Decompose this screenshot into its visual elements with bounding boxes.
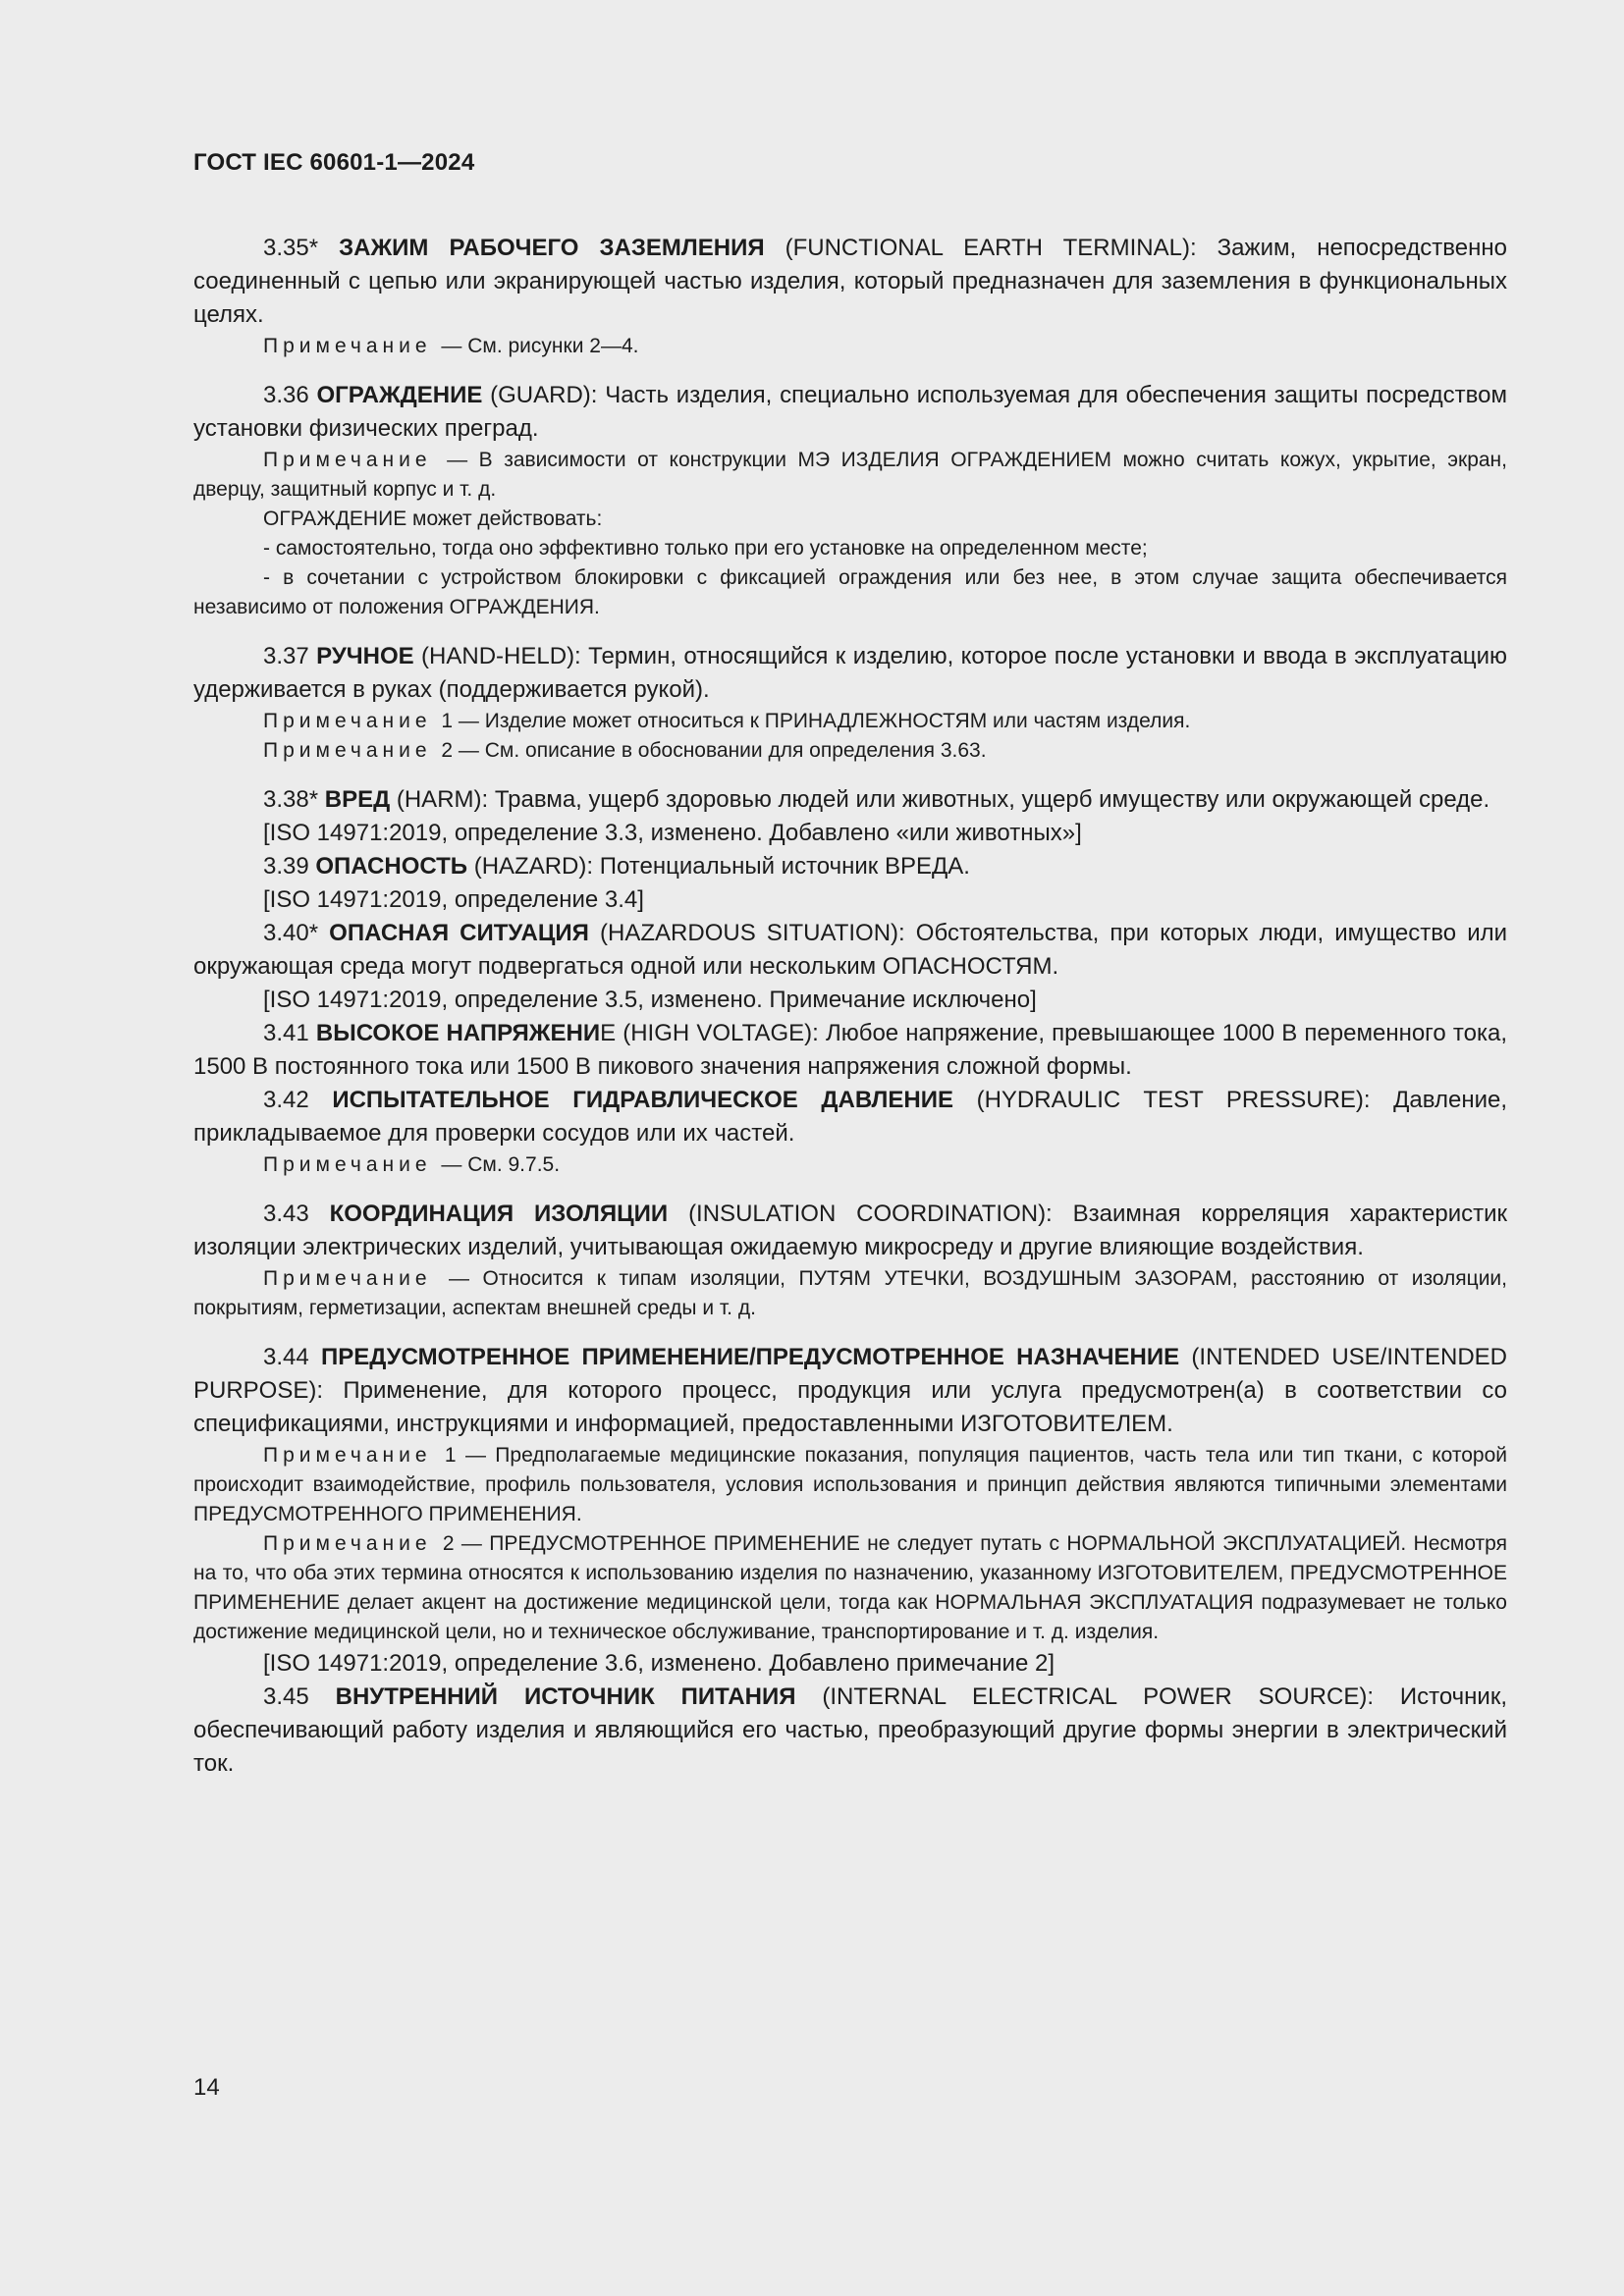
- note: [193, 707, 1507, 736]
- term: ОГРАЖДЕНИЕ: [316, 382, 483, 408]
- note: [193, 446, 1507, 505]
- definition-3-35: [193, 232, 1507, 332]
- note-label: Примечание: [263, 449, 432, 471]
- definition-3-37: [193, 640, 1507, 707]
- term: КООРДИНАЦИЯ ИЗОЛЯЦИИ: [329, 1201, 669, 1227]
- definition-text: (INSULATION COORDINATION): Взаимная корреляция характеристик изоляции электрических изделий, учитывающая ожидаемую микросреду и другие влияющие воздействия.: [193, 1201, 1508, 1260]
- clause-number: 3.41: [263, 1020, 309, 1046]
- note: [193, 1150, 1507, 1180]
- definition-text: (GUARD): Часть изделия, специально используемая для обеспечения защиты посредством установки физических преград.: [193, 382, 1508, 442]
- note-list-item: - самостоятельно, тогда оно эффективно только при его установке на определенном месте;: [263, 537, 1148, 560]
- definition-3-36: [193, 379, 1507, 446]
- term: ИСПЫТАТЕЛЬНОЕ ГИДРАВЛИЧЕСКОЕ ДАВЛЕНИЕ: [332, 1087, 953, 1113]
- note-text: 1 — Изделие может относиться к ПРИНАДЛЕЖНОСТЯМ или частям изделия.: [435, 710, 1191, 732]
- note-label: Примечание: [263, 1532, 432, 1555]
- definition-3-41: [193, 1017, 1507, 1084]
- clause-number: 3.42: [263, 1087, 309, 1113]
- term: ЗАЖИМ РАБОЧЕГО ЗАЗЕМЛЕНИЯ: [339, 235, 765, 261]
- source-reference: [ISO 14971:2019, определение 3.6, изменено. Добавлено примечание 2]: [263, 1650, 1055, 1677]
- source-reference: [ISO 14971:2019, определение 3.5, изменено. Примечание исключено]: [263, 987, 1037, 1013]
- clause-number: 3.44: [263, 1344, 309, 1370]
- term: ОПАСНОСТЬ: [315, 853, 468, 880]
- note-continuation: ОГРАЖДЕНИЕ может действовать:: [263, 507, 603, 530]
- definition-text: (INTENDED USE/INTENDED PURPOSE): Применение, для которого процесс, продукция или услуга предусмотрен(а) в соответствии со спецификациями, инструкциями и информацией, предоставленными ИЗГОТОВИТЕЛЕМ.: [193, 1344, 1508, 1437]
- definition-3-39: [193, 850, 1507, 883]
- note: [193, 1529, 1507, 1647]
- source-reference: [ISO 14971:2019, определение 3.3, изменено. Добавлено «или животных»]: [263, 820, 1082, 846]
- definition-3-42: [193, 1084, 1507, 1150]
- definition-text: (INTERNAL ELECTRICAL POWER SOURCE): Источник, обеспечивающий работу изделия и являющийся его частью, преобразующий другие формы энергии в электрический ток.: [193, 1683, 1508, 1777]
- note-label: Примечание: [263, 710, 432, 732]
- page-number: 14: [193, 2074, 220, 2101]
- definition-3-43: [193, 1198, 1507, 1264]
- definition-text: Е (HIGH VOLTAGE): Любое напряжение, превышающее 1000 В переменного тока, 1500 В постоянного тока или 1500 В пикового значения напряжения сложной формы.: [193, 1020, 1507, 1080]
- document-header: ГОСТ IEC 60601-1—2024: [193, 149, 475, 176]
- term: ВНУТРЕННИЙ ИСТОЧНИК ПИТАНИЯ: [335, 1683, 796, 1710]
- note: [193, 736, 1507, 766]
- clause-number: 3.37: [263, 643, 309, 669]
- clause-number: 3.45: [263, 1683, 309, 1710]
- clause-number: 3.40*: [263, 920, 319, 946]
- definition-3-44: [193, 1341, 1507, 1441]
- term: ВЫСОКОЕ НАПРЯЖЕНИ: [315, 1020, 601, 1046]
- note-text: 2 — ПРЕДУСМОТРЕННОЕ ПРИМЕНЕНИЕ не следует путать с НОРМАЛЬНОЙ ЭКСПЛУАТАЦИЕЙ. Несмотря на то, что оба этих термина относятся к использованию изделия по назначению, указанному ИЗГОТОВИТЕЛЕМ, ПРЕДУСМОТРЕННОЕ ПРИМЕНЕНИЕ делает акцент на достижение медицинской цели, тогда как НОРМАЛЬНАЯ ЭКСПЛУАТАЦИЯ подразумевает не только достижение медицинской цели, но и техническое обслуживание, транспортирование и т. д. изделия.: [193, 1532, 1507, 1643]
- clause-number: 3.35*: [263, 235, 319, 261]
- note-label: Примечание: [263, 1153, 432, 1176]
- definition-text: (HYDRAULIC TEST PRESSURE): Давление, прикладываемое для проверки сосудов или их частей.: [193, 1087, 1507, 1147]
- note-label: Примечание: [263, 1267, 432, 1290]
- note-text: — См. рисунки 2—4.: [435, 335, 639, 357]
- definition-text: (HAND-HELD): Термин, относящийся к изделию, которое после установки и ввода в эксплуатацию удерживается в руках (поддерживается рукой).: [193, 643, 1507, 703]
- clause-number: 3.38*: [263, 786, 319, 813]
- definition-3-38: [193, 783, 1507, 817]
- note-text: — В зависимости от конструкции МЭ ИЗДЕЛИЯ ОГРАЖДЕНИЕМ можно считать кожух, укрытие, экран, дверцу, защитный корпус и т. д.: [193, 449, 1507, 501]
- term: ПРЕДУСМОТРЕННОЕ ПРИМЕНЕНИЕ/ПРЕДУСМОТРЕННОЕ НАЗНАЧЕНИЕ: [320, 1344, 1180, 1370]
- term: РУЧНОЕ: [316, 643, 414, 669]
- note-text: 1 — Предполагаемые медицинские показания, популяция пациентов, часть тела или тип ткани, с которой происходит взаимодействие, профиль пользователя, условия использования и принцип действия являются типичными элементами ПРЕДУСМОТРЕННОГО ПРИМЕНЕНИЯ.: [193, 1444, 1507, 1525]
- clause-number: 3.39: [263, 853, 309, 880]
- note-text: — См. 9.7.5.: [435, 1153, 561, 1176]
- definition-text: (FUNCTIONAL EARTH TERMINAL): Зажим, непосредственно соединенный с цепью или экранирующей частью изделия, который предназначен для заземления в функциональных целях.: [193, 235, 1507, 328]
- note-text: — Относится к типам изоляции, ПУТЯМ УТЕЧКИ, ВОЗДУШНЫМ ЗАЗОРАМ, расстоянию от изоляции, покрытиям, герметизации, аспектам внешней среды и т. д.: [193, 1267, 1507, 1319]
- note: [193, 1264, 1507, 1323]
- source-reference: [ISO 14971:2019, определение 3.4]: [263, 886, 644, 913]
- clause-number: 3.36: [263, 382, 309, 408]
- note-text: 2 — См. описание в обосновании для определения 3.63.: [435, 739, 987, 762]
- term: ВРЕД: [324, 786, 391, 813]
- definition-3-40: [193, 917, 1507, 984]
- definition-3-45: [193, 1681, 1507, 1781]
- definition-text: (HAZARD): Потенциальный источник ВРЕДА.: [467, 853, 970, 880]
- term: ОПАСНАЯ СИТУАЦИЯ: [329, 920, 589, 946]
- definition-text: (HAZARDOUS SITUATION): Обстоятельства, при которых люди, имущество или окружающая среда могут подвергаться одной или нескольким ОПАСНОСТЯМ.: [193, 920, 1508, 980]
- note-label: Примечание: [263, 1444, 432, 1467]
- note-label: Примечание: [263, 739, 432, 762]
- note: [193, 1441, 1507, 1529]
- definition-text: (HARM): Травма, ущерб здоровью людей или животных, ущерб имуществу или окружающей среде.: [390, 786, 1490, 813]
- clause-number: 3.43: [263, 1201, 309, 1227]
- note-label: Примечание: [263, 335, 432, 357]
- note: [193, 332, 1507, 361]
- note-list-item: - в сочетании с устройством блокировки с фиксацией ограждения или без нее, в этом случае защита обеспечивается независимо от положения ОГРАЖДЕНИЯ.: [193, 566, 1507, 618]
